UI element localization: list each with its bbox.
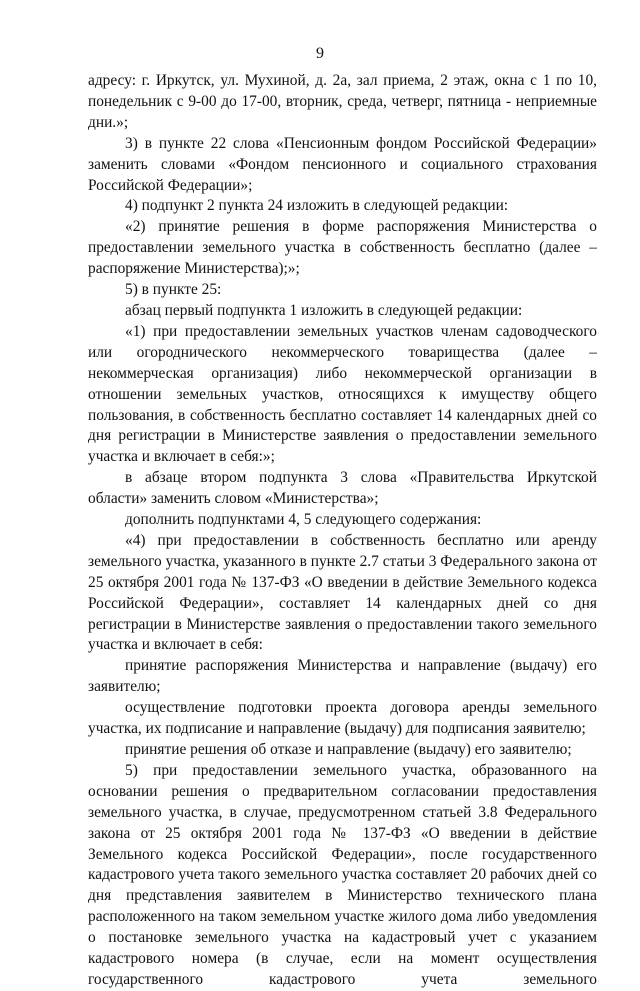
- paragraph-subitem-5: 5) при предоставлении земельного участка, образованного на основании решения о предварительном согласовании предоставления земельного участка, в случае, предусмотренном статьей 3.8 Федерального закона от 25 октября 2001 года № 137-ФЗ «О введении в действие Земельного кодекса Российской Федерации», после государственного кадастрового учета такого земельного участка составляет 20 рабочих дней со дня представления заявителем в Министерство технического плана расположенного на таком земельном участке жилого дома либо уведомления о постановке земельного участка на кадастровый учет с указанием кадастрового номера (в случае, если на момент осуществления государственного кадастрового учета земельного: [88, 761, 597, 988]
- paragraph-list-item: осуществление подготовки проекта договора аренды земельного участка, их подписание и направление (выдачу) для подписания заявителю;: [88, 699, 597, 738]
- paragraph-list-item: принятие решения об отказе и направление (выдачу) его заявителю;: [125, 741, 572, 758]
- paragraph-amend-first: абзац первый подпункта 1 изложить в следующей редакции:: [125, 301, 523, 319]
- document-body: [88, 71, 597, 991]
- paragraph-item-4: 4) подпункт 2 пункта 24 изложить в следующей редакции:: [125, 197, 509, 215]
- paragraph-continuation: адресу: г. Иркутск, ул. Мухиной, д. 2а, зал приема, 2 этаж, окна с 1 по 10, понедельник с 9-00 до 17-00, вторник, среда, четверг, пятница - неприемные дни.»;: [88, 72, 597, 131]
- paragraph-subitem-1: «1) при предоставлении земельных участков членам садоводческого или огороднического некоммерческого товарищества (далее – некоммерческая организация) либо некоммерческой организации в отношении земельных участков, относящихся к имуществу общего пользования, в собственность бесплатно составляет 14 календарных дней со дня регистрации в Министерстве заявления о предоставлении земельного участка и включает в себя:»;: [88, 322, 597, 466]
- paragraph-subitem-2: «2) принятие решения в форме распоряжения Министерства о предоставлении земельного участка в собственность бесплатно (далее – распоряжение Министерства);»;: [88, 218, 597, 278]
- paragraph-supplement: дополнить подпунктами 4, 5 следующего содержания:: [125, 511, 482, 529]
- page-number: 9: [316, 45, 324, 62]
- paragraph-item-5: 5) в пункте 25:: [125, 281, 222, 299]
- paragraph-list-item: принятие распоряжения Министерства и направление (выдачу) его заявителю;: [88, 657, 597, 696]
- paragraph-item-3: 3) в пункте 22 слова «Пенсионным фондом Российской Федерации» заменить словами «Фондом пенсионного и социального страхования Российской Федерации»;: [88, 134, 597, 194]
- paragraph-subitem-4: «4) при предоставлении в собственность бесплатно или аренду земельного участка, указанного в пункте 2.7 статьи 3 Федерального закона от 25 октября 2001 года № 137-ФЗ «О введении в действие Земельного кодекса Российской Федерации», составляет 14 календарных дней со дня регистрации в Министерстве заявления о предоставлении такого земельного участка и включает в себя:: [88, 531, 597, 654]
- paragraph-amend-second: в абзаце втором подпункта 3 слова «Правительства Иркутской области» заменить словом «Министерства»;: [88, 469, 597, 508]
